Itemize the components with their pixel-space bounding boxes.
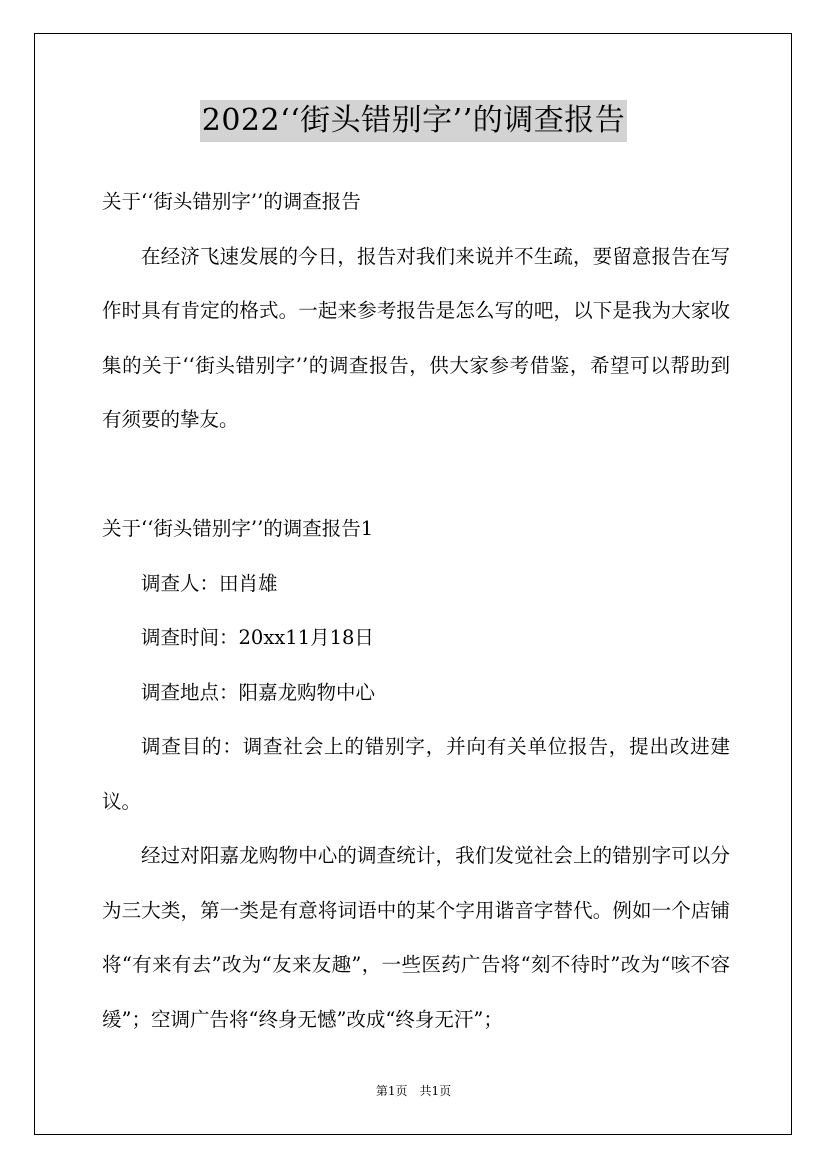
page-footer — [0, 1083, 827, 1099]
page-total: 共1页 — [419, 1084, 452, 1098]
title-container — [0, 100, 827, 142]
intro-heading: 关于‘‘街头错别字’’的调查报告 — [102, 190, 361, 213]
document-title: 2022‘‘街头错别字’’的调查报告 — [200, 100, 628, 142]
location-line: 调查地点：阳嘉龙购物中心 — [141, 680, 376, 704]
section-heading: 关于‘‘街头错别字’’的调查报告1 — [102, 517, 374, 540]
date-line: 调查时间：20xx11月18日 — [141, 626, 374, 649]
investigator-line: 调查人：田肖雄 — [141, 571, 278, 595]
page-number: 第1页 — [375, 1084, 408, 1098]
findings-paragraph: 经过对阳嘉龙购物中心的调查统计，我们发觉社会上的错别字可以分为三大类，第一类是有意将词语中的某个字用谐音字替代。例如一个店铺将“有来有去”改为“友来友趣”，一些医药广告将“刻不待时”改为“咳不容缓”；空调广告将“终身无憾”改成“终身无汗”； — [102, 844, 730, 1031]
purpose-paragraph: 调查目的：调查社会上的错别字，并向有关单位报告，提出改进建议。 — [102, 735, 730, 813]
intro-paragraph: 在经济飞速发展的今日，报告对我们来说并不生疏，要留意报告在写作时具有肯定的格式。一起来参考报告是怎么写的吧，以下是我为大家收集的关于‘‘街头错别字’’的调查报告，供大家参考借鉴，希望可以帮助到有须要的挚友。 — [102, 244, 730, 431]
document-body — [102, 175, 730, 1047]
blank-line — [102, 448, 730, 503]
